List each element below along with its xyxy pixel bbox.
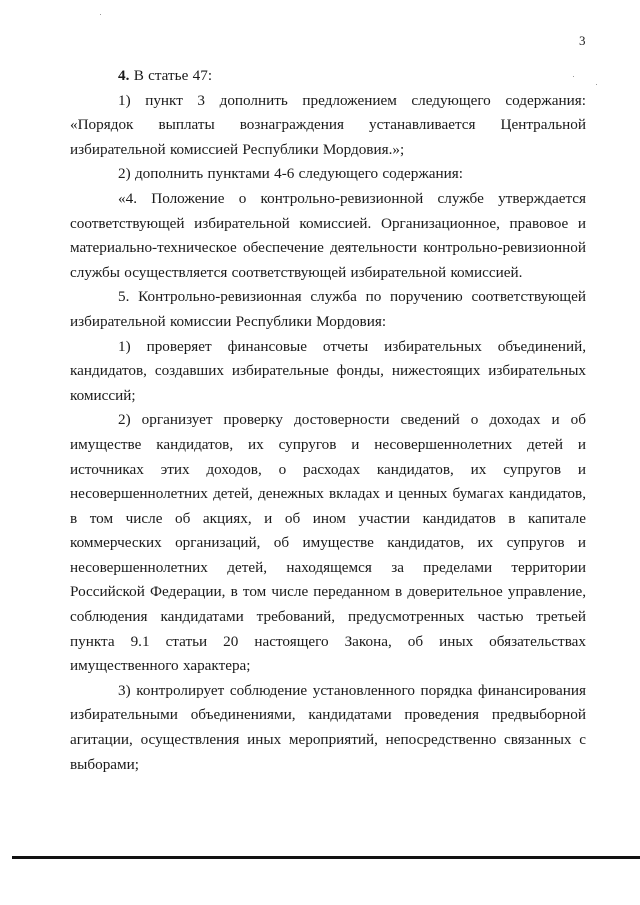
paragraph-7: 3) контролирует соблюдение установленного порядка финансирования избирательными объединениями, кандидатами проведения предвыборной агитации, осуществления иных мероприятий, непосредственно связанных с выборами;	[70, 681, 586, 773]
scan-edge-line	[12, 856, 640, 859]
paragraph-1: 1) пункт 3 дополнить предложением следующего содержания: «Порядок выплаты вознаграждения устанавливается Центральной избирательной комиссией Республики Мордовия.»;	[70, 91, 586, 158]
paragraph-6: 2) организует проверку достоверности сведений о доходах и об имуществе кандидатов, их супругов и несовершеннолетних детей и источниках этих доходов, о расходах кандидатов, их супругов и несовершеннолетних детей, денежных вкладах и ценных бумагах кандидатов, в том числе об акциях, и об ином участии кандидатов в капитале коммерческих организаций, об имуществе кандидатов, их супругов и несовершеннолетних детей, находящемся за пределами территории Российской Федерации, в том числе переданном в доверительное управление, соблюдения кандидатами требований, предусмотренных частью третьей пункта 9.1 статьи 20 настоящего Закона, об иных обязательствах имущественного характера;	[70, 411, 586, 675]
page-number: 3	[579, 33, 586, 48]
paragraph-2: 2) дополнить пунктами 4-6 следующего содержания:	[118, 165, 464, 183]
section-number: 4.	[118, 67, 130, 84]
scan-speck	[573, 76, 574, 77]
paragraph-5: 1) проверяет финансовые отчеты избирательных объединений, кандидатов, создавших избирательные фонды, нижестоящих избирательных комиссий;	[70, 337, 586, 404]
scan-speck	[100, 14, 101, 15]
section-heading-text: В статье 47:	[133, 67, 213, 84]
paragraph-4: 5. Контрольно-ревизионная служба по поручению соответствующей избирательной комиссии Республики Мордовия:	[70, 288, 586, 330]
section-heading	[70, 64, 586, 89]
scan-speck	[596, 84, 597, 85]
paragraph-3: «4. Положение о контрольно-ревизионной службе утверждается соответствующей избирательной комиссией. Организационное, правовое и материально-техническое обеспечение деятельности контрольно-ревизионной службы осуществляется соответствующей избирательной комиссией.	[70, 189, 586, 281]
document-body	[70, 64, 586, 777]
